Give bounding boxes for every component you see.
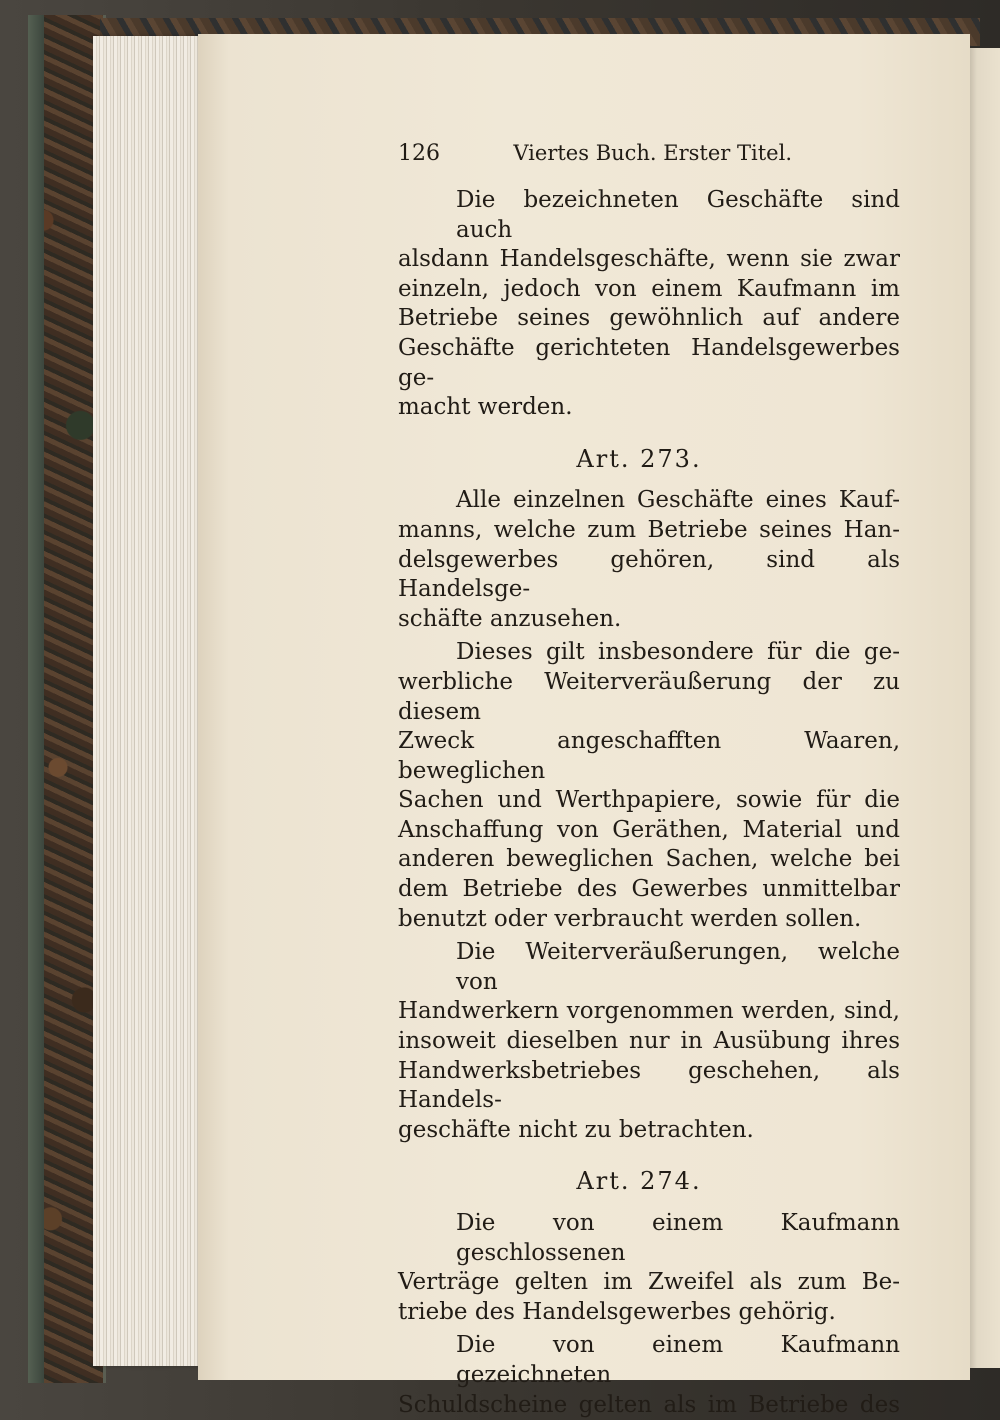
paragraph bbox=[398, 1209, 900, 1327]
text-line: geschäfte nicht zu betrachten. bbox=[398, 1116, 754, 1143]
text-line: Die von einem Kaufmann geschlossenen bbox=[456, 1210, 900, 1266]
paragraph bbox=[398, 938, 900, 1145]
text-line: manns, welche zum Betriebe seines Han- bbox=[398, 516, 900, 543]
text-line: Sachen und Werthpapiere, sowie für die bbox=[398, 787, 900, 814]
text-line: einzeln, jedoch von einem Kaufmann im bbox=[398, 275, 900, 302]
running-head-title: Viertes Buch. Erster Titel. bbox=[513, 141, 792, 165]
text-line: benutzt oder verbraucht werden sollen. bbox=[398, 905, 862, 932]
text-line: dem Betriebe des Gewerbes unmittelbar bbox=[398, 876, 900, 903]
paragraph bbox=[398, 486, 900, 634]
text-line: anderen beweglichen Sachen, welche bei bbox=[398, 846, 900, 873]
text-line: Die bezeichneten Geschäfte sind auch bbox=[456, 187, 900, 243]
paragraph bbox=[398, 638, 900, 934]
article-heading: Art. 274. bbox=[576, 1167, 702, 1196]
text-line: Handwerksbetriebes geschehen, als Handels- bbox=[398, 1057, 900, 1114]
text-line: macht werden. bbox=[398, 394, 573, 421]
body-text bbox=[398, 186, 900, 1420]
text-line: Anschaffung von Geräthen, Material und bbox=[398, 816, 900, 843]
page-edges bbox=[93, 36, 205, 1366]
text-line: insoweit dieselben nur in Ausübung ihres bbox=[398, 1028, 900, 1055]
text-line: Zweck angeschafften Waaren, beweglichen bbox=[398, 728, 900, 784]
text-line: Die Weiterveräußerungen, welche von bbox=[456, 939, 900, 995]
cloth-spine bbox=[28, 15, 44, 1383]
text-line: Die von einem Kaufmann gezeichneten bbox=[456, 1332, 900, 1388]
article-heading: Art. 273. bbox=[576, 444, 702, 473]
text-line: Geschäfte gerichteten Handelsgewerbes ge- bbox=[398, 334, 900, 391]
page-number: 126 bbox=[398, 141, 440, 166]
running-head bbox=[398, 138, 900, 186]
text-line: Alle einzelnen Geschäfte eines Kauf- bbox=[456, 487, 900, 514]
paragraph bbox=[398, 1331, 900, 1420]
text-line: Betriebe seines gewöhnlich auf andere bbox=[398, 305, 900, 332]
paragraph bbox=[398, 186, 900, 423]
text-line: Dieses gilt insbesondere für die ge- bbox=[456, 639, 900, 666]
text-line: Schuldscheine gelten als im Betriebe des bbox=[398, 1391, 900, 1418]
text-line: delsgewerbes gehören, sind als Handelsge- bbox=[398, 546, 900, 603]
text-line: Handwerkern vorgenommen werden, sind, bbox=[398, 998, 900, 1025]
text-line: werbliche Weiterveräußerung der zu diesem bbox=[398, 668, 900, 725]
text-line: triebe des Handelsgewerbes gehörig. bbox=[398, 1298, 836, 1325]
text-line: schäfte anzusehen. bbox=[398, 605, 622, 632]
text-line: Verträge gelten im Zweifel als zum Be- bbox=[398, 1269, 900, 1296]
text-line: alsdann Handelsgeschäfte, wenn sie zwar bbox=[398, 246, 900, 273]
page-text bbox=[398, 138, 900, 1420]
facing-page-edge bbox=[965, 48, 1000, 1368]
